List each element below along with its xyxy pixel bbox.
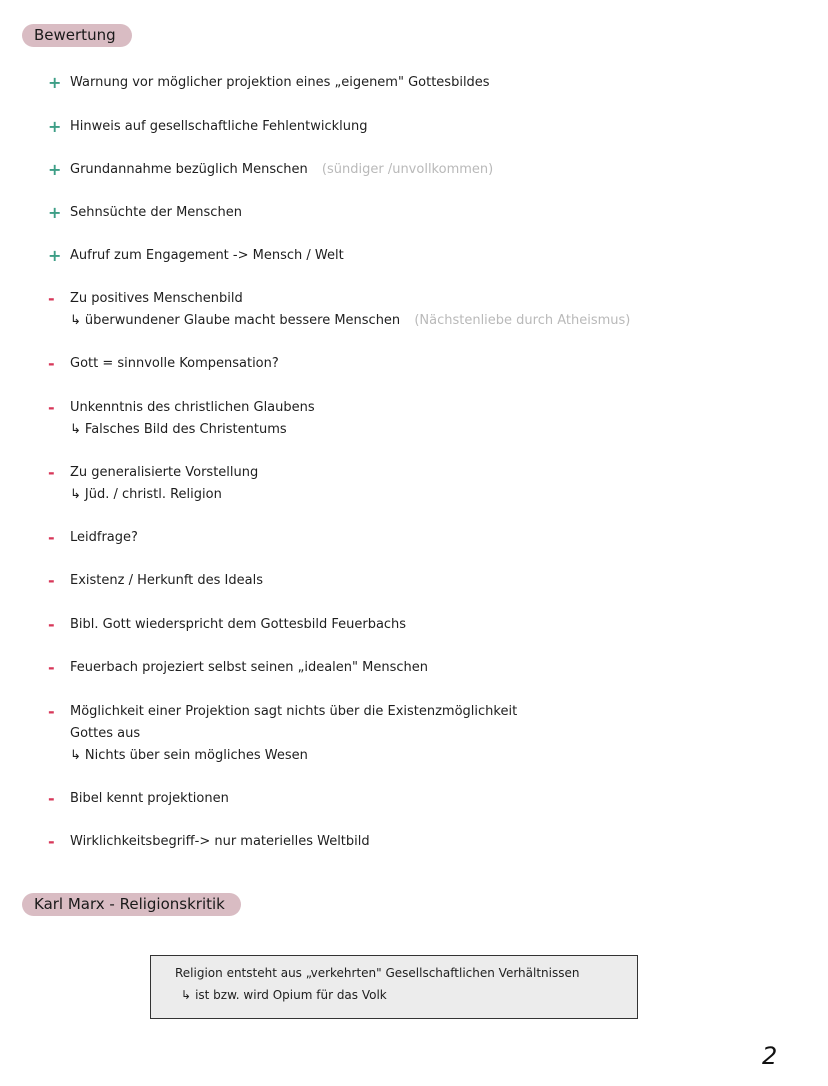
item-text: Feuerbach projeziert selbst seinen „idealen" Menschen [70,660,428,675]
item-note: (Nächstenliebe durch Atheismus) [414,313,631,328]
summary-box [150,955,638,1019]
item-text: Bibel kennt projektionen [70,791,229,806]
minus-mark: - [48,289,55,308]
item-text: Warnung vor möglicher projektion eines „eigenem" Gottesbildes [70,75,490,90]
plus-mark: + [48,246,62,265]
minus-mark: - [48,789,55,808]
minus-mark: - [48,658,55,677]
minus-mark: - [48,528,55,547]
plus-mark: + [48,160,62,179]
minus-mark: - [48,354,55,373]
item-text: Sehnsüchte der Menschen [70,205,242,220]
item-text: Existenz / Herkunft des Ideals [70,573,263,588]
minus-mark: - [48,571,55,590]
item-text: Wirklichkeitsbegriff-> nur materielles Weltbild [70,834,370,849]
item-subtext: Nichts über sein mögliches Wesen [84,748,308,763]
item-text: Bibl. Gott wiederspricht dem Gottesbild Feuerbachs [70,617,407,632]
page-number: 2 [762,1042,778,1070]
item-subtext: Jüd. / christl. Religion [84,487,222,502]
summary-subline: ist bzw. wird Opium für das Volk [195,988,387,1002]
section-heading-marx: Karl Marx - Religionskritik [22,893,241,916]
item-text: Unkenntnis des christlichen Glaubens [70,400,315,415]
plus-mark: + [48,73,62,92]
minus-mark: - [48,832,55,851]
item-subtext: Falsches Bild des Christentums [84,422,287,437]
item-text: Aufruf zum Engagement -> Mensch / Welt [70,248,344,263]
sub-arrow-icon: ↳ [70,487,81,502]
sub-arrow-icon: ↳ [70,313,81,328]
item-text: Gott = sinnvolle Kompensation? [70,356,279,371]
plus-mark: + [48,117,62,136]
plus-mark: + [48,203,62,222]
item-text: Zu positives Menschenbild [70,291,243,306]
section-heading-bewertung: Bewertung [22,24,132,47]
minus-mark: - [48,615,55,634]
item-text: Zu generalisierte Vorstellung [70,465,259,480]
item-text: Hinweis auf gesellschaftliche Fehlentwicklung [70,119,368,134]
item-text-continued: Gottes aus [70,726,141,741]
item-text: Möglichkeit einer Projektion sagt nichts über die Existenzmöglichkeit [70,704,518,719]
item-note: (sündiger /unvollkommen) [321,162,494,177]
item-text: Grundannahme bezüglich Menschen [70,162,308,177]
minus-mark: - [48,398,55,417]
summary-line: Religion entsteht aus „verkehrten" Gesellschaftlichen Verhältnissen [175,966,580,980]
item-text: Leidfrage? [70,530,138,545]
minus-mark: - [48,702,55,721]
minus-mark: - [48,463,55,482]
sub-arrow-icon: ↳ [70,422,81,437]
sub-arrow-icon: ↳ [181,988,192,1002]
item-subtext: überwundener Glaube macht bessere Menschen [84,313,401,328]
sub-arrow-icon: ↳ [70,748,81,763]
